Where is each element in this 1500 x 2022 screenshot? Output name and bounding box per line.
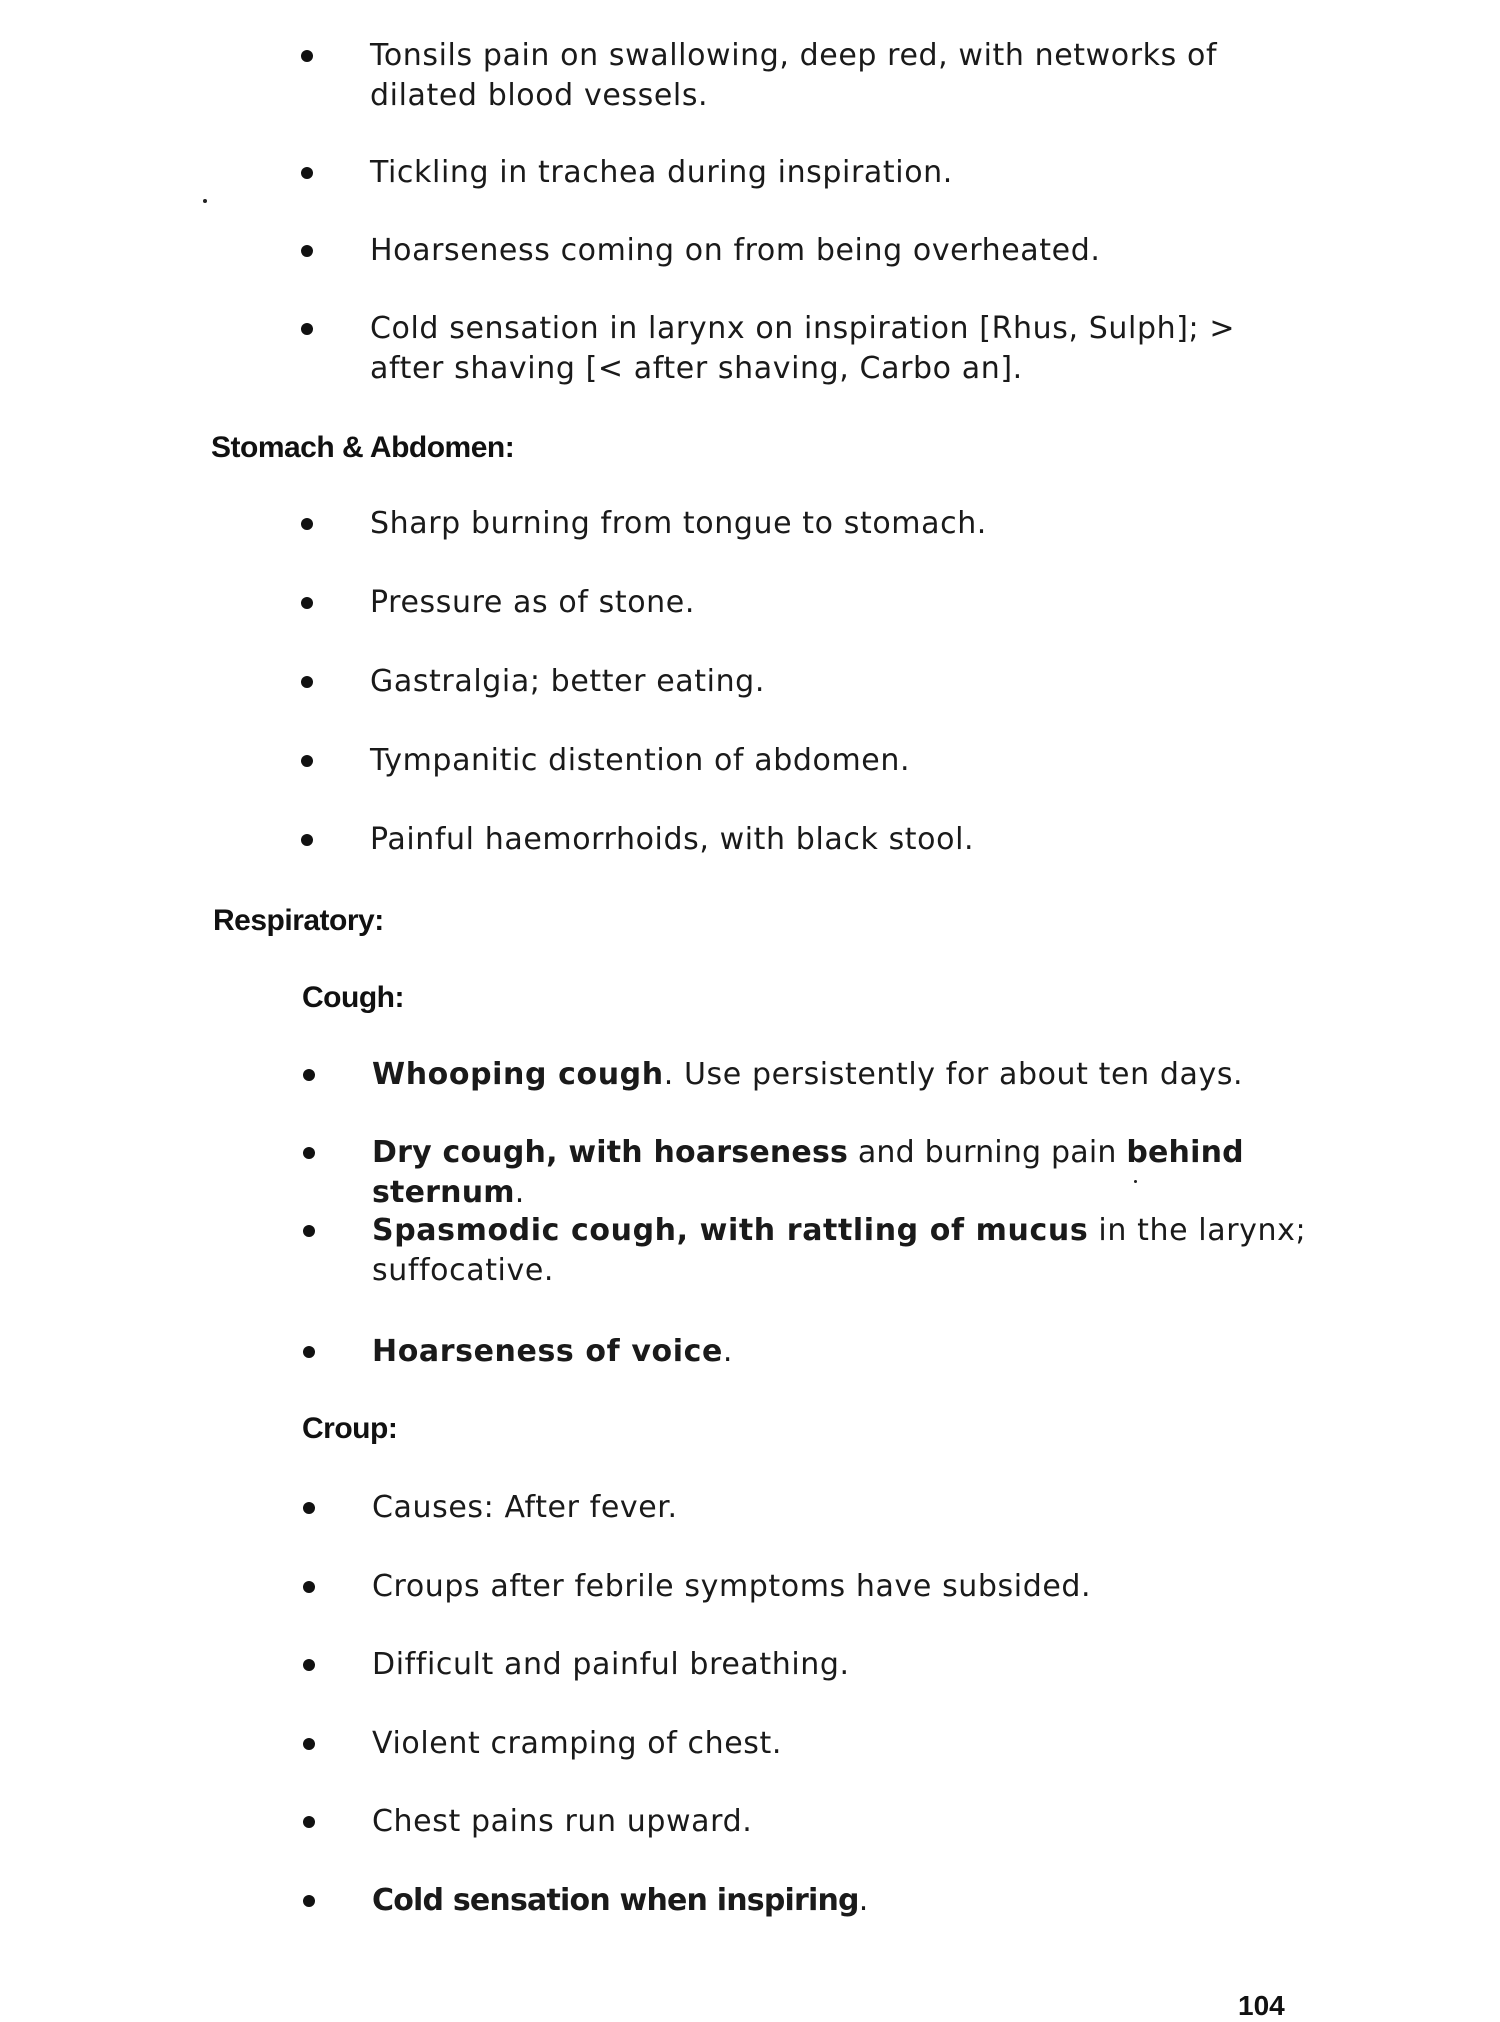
list-item-text: Hoarseness coming on from being overheated. <box>370 233 1101 268</box>
list-item-text: Violent cramping of chest. <box>372 1726 783 1761</box>
list-item-text: Painful haemorrhoids, with black stool. <box>370 822 975 857</box>
list-item-text: Gastralgia; better eating. <box>370 664 765 699</box>
subheading-croup: Croup: <box>302 1412 398 1445</box>
bullet-icon <box>301 834 313 846</box>
list-item-text: Hoarseness of voice. <box>372 1334 734 1369</box>
scan-speck <box>203 199 207 203</box>
emphasis-text: Spasmodic cough, with rattling of mucus <box>372 1213 1089 1248</box>
section-heading-stomach-abdomen: Stomach & Abdomen: <box>211 431 515 464</box>
bullet-icon <box>303 1895 315 1907</box>
bullet-icon <box>301 518 313 530</box>
bullet-icon <box>303 1502 315 1514</box>
list-item-text: Tickling in trachea during inspiration. <box>370 155 953 190</box>
list-item-text: Croups after febrile symptoms have subsided. <box>372 1569 1092 1604</box>
list-item-text: Spasmodic cough, with rattling of mucus in the larynx; suffocative. <box>372 1213 1307 1288</box>
emphasis-text: Hoarseness of voice <box>372 1334 723 1369</box>
list-item-text: Difficult and painful breathing. <box>372 1647 850 1682</box>
bullet-icon <box>303 1346 315 1358</box>
bullet-icon <box>303 1581 315 1593</box>
bullet-icon <box>303 1816 315 1828</box>
emphasis-text: Cold sensation when inspiring <box>372 1883 859 1918</box>
list-item-text: Tympanitic distention of abdomen. <box>370 743 911 778</box>
emphasis-text: Whooping cough <box>372 1057 664 1092</box>
list-item-text: Sharp burning from tongue to stomach. <box>370 506 987 541</box>
bullet-icon <box>303 1147 315 1159</box>
bullet-icon <box>301 323 313 335</box>
page-number: 104 <box>1238 1990 1285 2021</box>
bullet-icon <box>301 597 313 609</box>
bullet-icon <box>303 1069 315 1081</box>
list-item-text: Pressure as of stone. <box>370 585 695 620</box>
section-heading-respiratory: Respiratory: <box>213 904 384 937</box>
list-item-text: Dry cough, with hoarseness and burning pain behind sternum. <box>372 1135 1244 1210</box>
bullet-icon <box>301 245 313 257</box>
emphasis-text: Dry cough, with hoarseness <box>372 1135 849 1170</box>
subheading-cough: Cough: <box>302 981 404 1014</box>
list-item-text: Causes: After fever. <box>372 1490 678 1525</box>
list-item-text: Whooping cough. Use persistently for about ten days. <box>372 1057 1244 1092</box>
list-item-text: Cold sensation in larynx on inspiration [Rhus, Sulph]; > after shaving [< after shaving, Carbo an]. <box>370 311 1236 386</box>
bullet-icon <box>301 50 313 62</box>
list-item-text: Tonsils pain on swallowing, deep red, with networks of dilated blood vessels. <box>370 38 1218 113</box>
bullet-icon <box>303 1738 315 1750</box>
bullet-icon <box>303 1659 315 1671</box>
bullet-icon <box>303 1225 315 1237</box>
emphasis-text: behind sternum <box>372 1135 1244 1210</box>
list-item-text: Chest pains run upward. <box>372 1804 753 1839</box>
bullet-icon <box>301 676 313 688</box>
bullet-icon <box>301 167 313 179</box>
list-item-text: Cold sensation when inspiring. <box>372 1883 869 1918</box>
bullet-icon <box>301 755 313 767</box>
